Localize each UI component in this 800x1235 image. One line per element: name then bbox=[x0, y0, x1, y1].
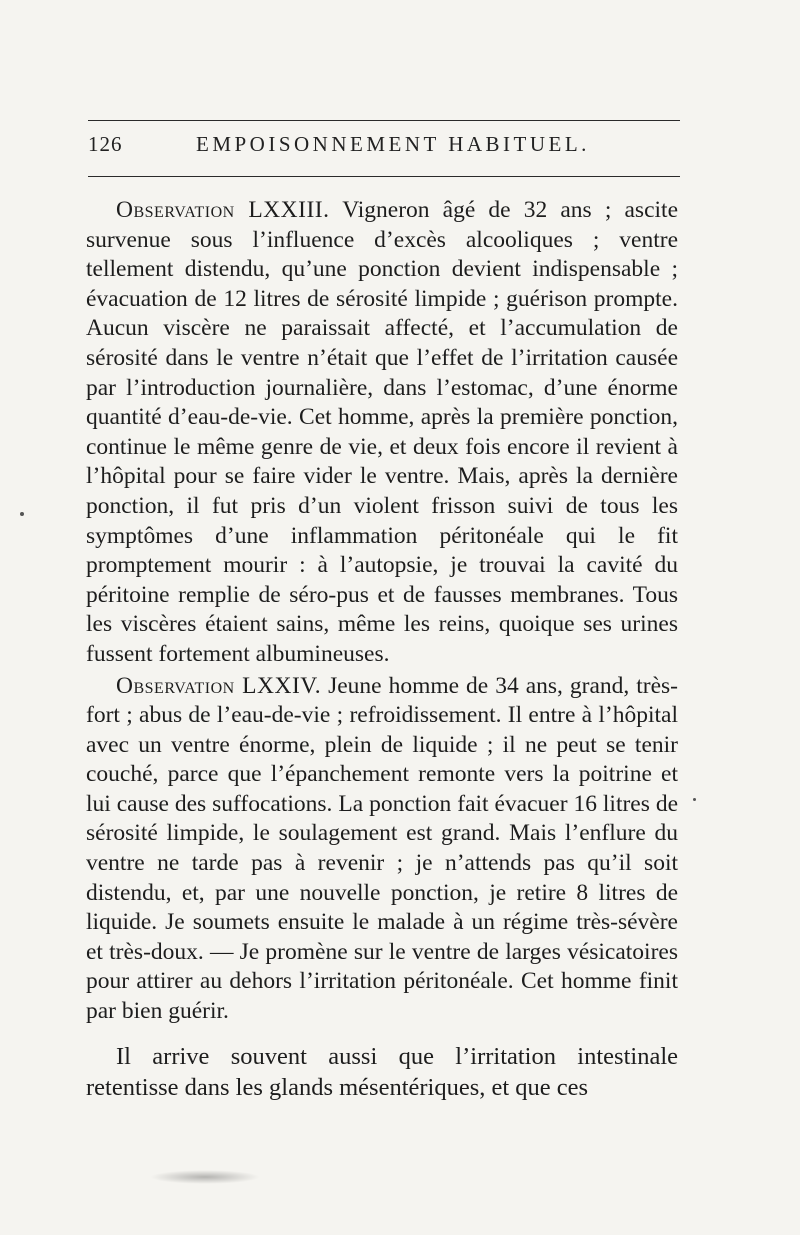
header-rule-top bbox=[88, 120, 680, 121]
page-header bbox=[88, 128, 680, 164]
closing-paragraph: Il arrive souvent aussi que l’irritation intestinale retentisse dans les glands mésentériques, et que ces bbox=[86, 1042, 678, 1101]
ink-smudge bbox=[150, 1170, 260, 1184]
page-number: 126 bbox=[88, 132, 123, 156]
ink-speck bbox=[693, 798, 696, 801]
observation-label: Observation LXXIII. bbox=[116, 197, 330, 223]
observation-text: Jeune homme de 34 ans, grand, très-fort ; abus de l’eau-de-vie ; refroidissement. Il entre à l’hôpital avec un ventre énorme, plein de liquide ; il ne peut se tenir couché, parce que l’épanchement remonte vers la poitrine et lui cause des suffocations. La ponction fait évacuer 16 litres de sérosité limpide, le soulagement est grand. Mais l’enflure du ventre ne tarde pas à revenir ; je n’attends pas qu’il soit distendu, et, par une nouvelle ponction, je retire 8 litres de liquide. Je soumets ensuite le malade à un régime très-sévère et très-doux. — Je promène sur le ventre de larges vésicatoires pour attirer au dehors l’irritation péritonéale. Cet homme finit par bien guérir. bbox=[86, 672, 678, 1025]
header-rule-bottom bbox=[88, 176, 680, 177]
observation-text: Vigneron âgé de 32 ans ; ascite survenue sous l’influence d’excès alcooliques ; ventre tellement distendu, qu’une ponction devient indispensable ; évacuation de 12 litres de sérosité limpide ; guérison prompte. Aucun viscère ne paraissait affecté, et l’accumulation de sérosité dans le ventre n’était que l’effet de l’irritation causée par l’introduction journalière, dans l’estomac, d’une énorme quantité d’eau-de-vie. Cet homme, après la première ponction, continue le même genre de vie, et deux fois encore il revient à l’hôpital pour se faire vider le ventre. Mais, après la dernière ponction, il fut pris d’un violent frisson suivi de tous les symptômes d’une inflammation péritonéale qui le fit promptement mourir : à l’autopsie, je trouvai la cavité du péritoine remplie de séro-pus et de fausses membranes. Tous les viscères étaient sains, même les reins, quoique ses urines fussent fortement albumineuses. bbox=[86, 197, 678, 667]
observation-lxxiv bbox=[86, 672, 678, 1027]
ink-speck bbox=[20, 512, 24, 516]
running-title: EMPOISONNEMENT HABITUEL. bbox=[196, 132, 590, 156]
body-text bbox=[86, 196, 678, 1103]
observation-lxxiii bbox=[86, 196, 678, 670]
observation-label: Observation LXXIV. bbox=[116, 672, 322, 699]
